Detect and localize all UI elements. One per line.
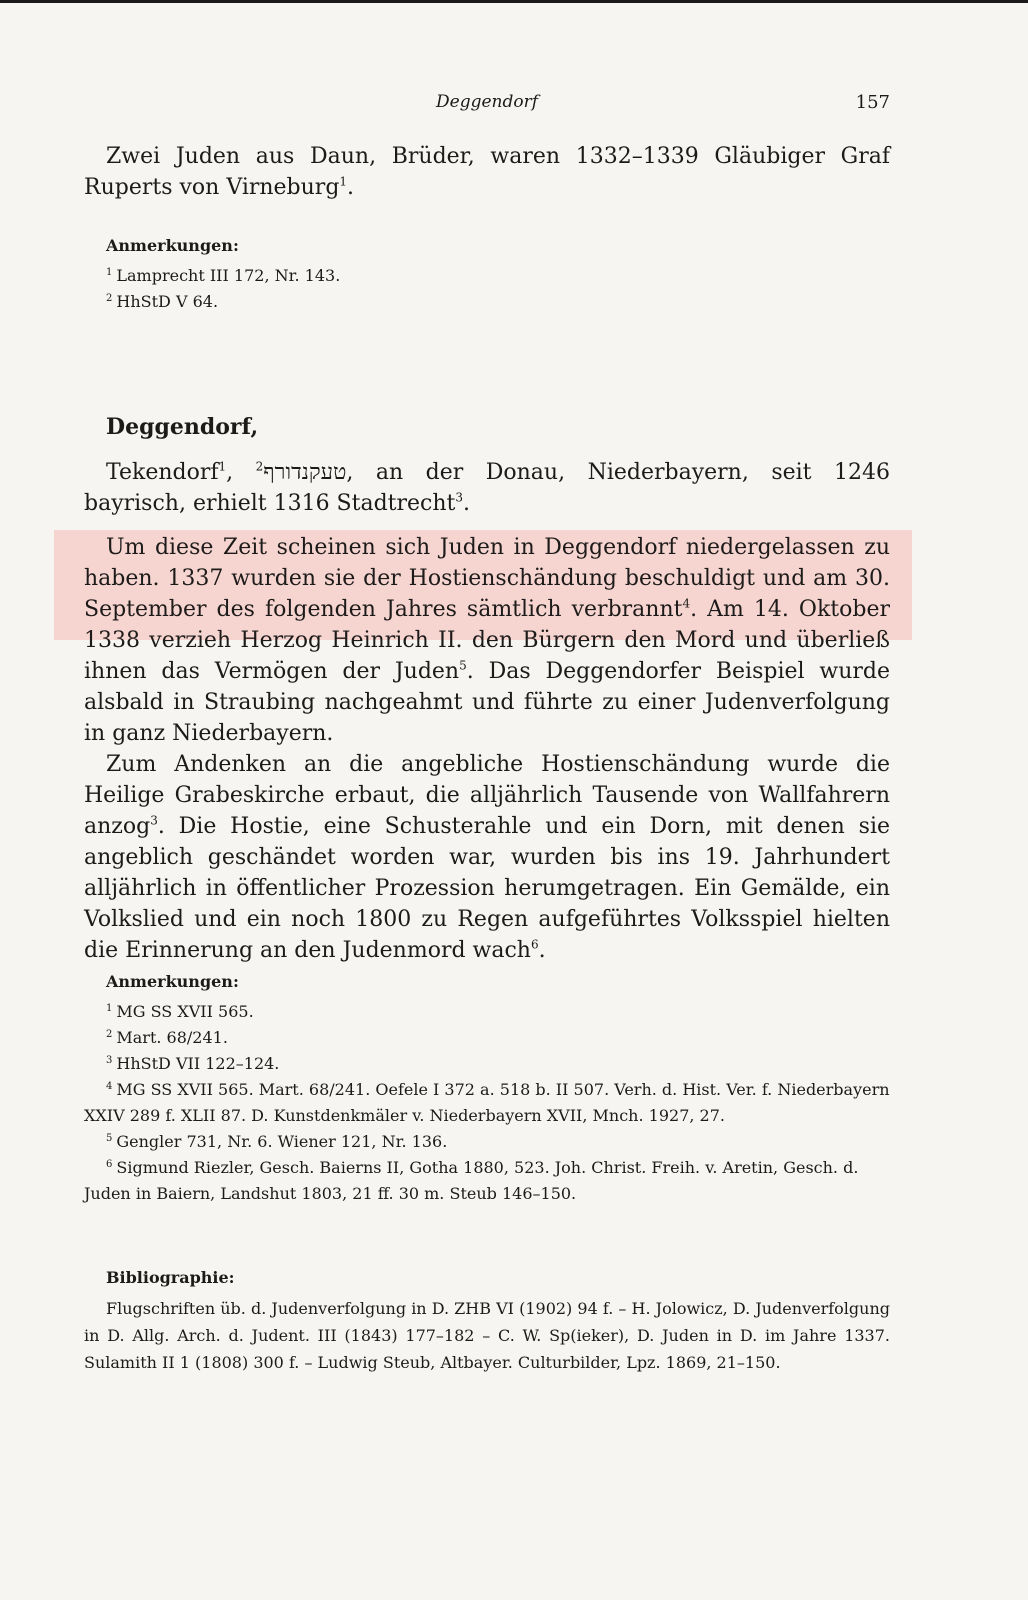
note-item: $^5$ Gengler 731, Nr. 6. Wiener 121, Nr. 136. xyxy=(106,1132,448,1151)
bibliography-text: Flugschriften üb. d. Judenverfolgung in D. ZHB VI (1902) 94 f. – H. Jolowicz, D. Judenverfolgung in D. Allg. Arch. d. Judent. III (1843) 177–182 – C. W. Sp(ieker), D. Juden in D. im Jahre 1337. Sulamith II 1 (1808) 300 f. – Ludwig Steub, Altbayer. Culturbilder, Lpz. 1869, 21–150. xyxy=(84,1299,890,1372)
deggendorf-title-block xyxy=(84,414,890,440)
note-item: $^1$ Lamprecht III 172, Nr. 143. xyxy=(106,266,341,285)
notes-heading: Anmerkungen: xyxy=(106,236,239,255)
body-paragraph-2: Zum Andenken an die angebliche Hostienschändung wurde die Heilige Grabeskirche erbaut, die alljährlich Tausende von Wallfahrern anzog$^3$. Die Hostie, eine Schusterahle und ein Dorn, mit denen sie angeblich geschändet worden war, wurden bis ins 19. Jahrhundert alljährlich in öffentlicher Prozession herumgetragen. Ein Gemälde, ein Volkslied und ein noch 1800 zu Regen aufgeführtes Volksspiel hielten die Erinnerung an den Judenmord wach$^6$. xyxy=(84,752,890,963)
note-item: $^4$ MG SS XVII 565. Mart. 68/241. Oefele I 372 a. 518 b. II 507. Verh. d. Hist. Ver. f. Niederbayern XXIV 289 f. XLII 87. D. Kunstdenkmäler v. Niederbayern XVII, Mnch. 1927, 27. xyxy=(84,1080,890,1125)
deggendorf-intro-block xyxy=(84,457,890,519)
bibliography-heading: Bibliographie: xyxy=(106,1268,235,1287)
note-item: $^1$ MG SS XVII 565. xyxy=(106,1002,254,1021)
note-item: $^2$ HhStD V 64. xyxy=(106,292,219,311)
note-item: $^6$ Sigmund Riezler, Gesch. Baierns II, Gotha 1880, 523. Joh. Christ. Freih. v. Aretin, Gesch. d. Juden in Baiern, Landshut 1803, 21 ff. 30 m. Steub 146–150. xyxy=(84,1158,859,1203)
daun-notes xyxy=(84,236,890,315)
bibliography-block xyxy=(84,1268,890,1376)
note-item: $^2$ Mart. 68/241. xyxy=(106,1028,228,1047)
daun-paragraph: Zwei Juden aus Daun, Brüder, waren 1332–1339 Gläubiger Graf Ruperts von Virneburg$^1$. xyxy=(84,144,890,200)
top-edge-line xyxy=(0,0,1028,3)
body-paragraph-1: Um diese Zeit scheinen sich Juden in Deggendorf niedergelassen zu haben. 1337 wurden sie der Hostienschändung beschuldigt und am 30. September des folgenden Jahres sämtlich verbrannt$^4$. Am 14. Oktober 1338 verzieh Herzog Heinrich II. den Bürgern den Mord und überließ ihnen das Vermögen der Juden$^5$. Das Deggendorfer Beispiel wurde alsbald in Straubing nachgeahmt und führte zu einer Judenverfolgung in ganz Niederbayern. xyxy=(84,535,890,746)
note-item: $^3$ HhStD VII 122–124. xyxy=(106,1054,280,1073)
deggendorf-notes xyxy=(84,972,890,1207)
page-header xyxy=(84,92,890,122)
intro-paragraph: Tekendorf$^1$, טעקנדורף$^2$ , an der Donau, Niederbayern, seit 1246 bayrisch, erhielt 1316 Stadtrecht$^3$. xyxy=(84,459,890,516)
page-number: 157 xyxy=(855,92,890,113)
running-title: Deggendorf xyxy=(436,92,538,112)
daun-paragraph-block xyxy=(84,141,890,203)
notes-heading: Anmerkungen: xyxy=(106,972,239,991)
section-title: Deggendorf, xyxy=(106,414,259,440)
deggendorf-body-block xyxy=(84,532,890,966)
